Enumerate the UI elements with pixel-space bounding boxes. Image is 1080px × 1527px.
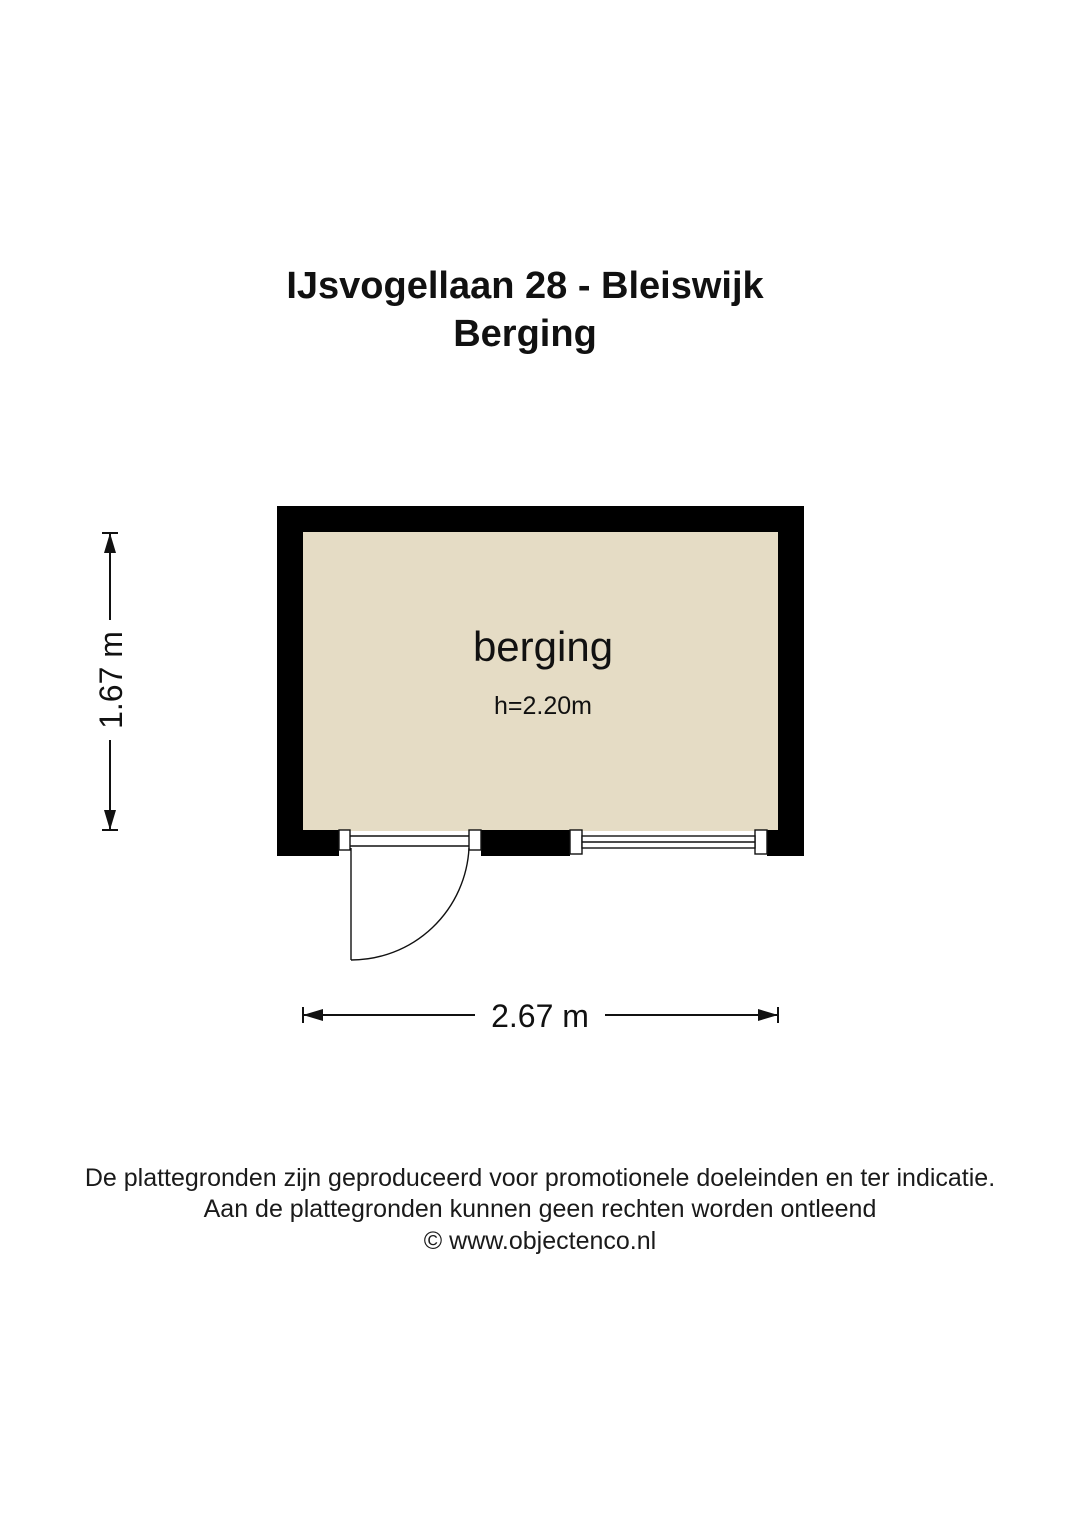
width-dimension-arrow-left xyxy=(303,1009,323,1021)
wall-bottom-middle xyxy=(481,830,570,856)
wall-top xyxy=(277,506,804,532)
width-dimension-label: 2.67 m xyxy=(491,998,589,1034)
disclaimer-line-1: De plattegronden zijn geproduceerd voor promotionele doeleinden en ter indicatie. xyxy=(84,1164,996,1192)
disclaimer-line-2: Aan de plattegronden kunnen geen rechten worden ontleend xyxy=(203,1195,877,1223)
copyright-line: © www.objectenco.nl xyxy=(423,1227,657,1255)
window xyxy=(570,830,767,854)
width-dimension-arrow-right xyxy=(758,1009,778,1021)
wall-bottom-right xyxy=(767,830,804,856)
room-floor xyxy=(302,531,779,831)
wall-left xyxy=(277,506,303,856)
room-height-label: h=2.20m xyxy=(494,692,592,720)
floorplan-address-title: IJsvogellaan 28 - Bleiswijk xyxy=(286,265,764,307)
door xyxy=(339,830,481,960)
door-frame-left xyxy=(339,830,350,850)
wall-bottom-left xyxy=(277,830,339,856)
door-frame-right xyxy=(469,830,481,850)
floorplan-level-title: Berging xyxy=(453,313,597,355)
depth-dimension-arrow-top xyxy=(104,533,116,553)
depth-dimension-label: 1.67 m xyxy=(93,631,129,729)
door-swing-arc xyxy=(351,848,469,960)
window-frame-left xyxy=(570,830,582,854)
window-frame-right xyxy=(755,830,767,854)
depth-dimension-arrow-bottom xyxy=(104,810,116,830)
room-name-label: berging xyxy=(472,623,614,670)
wall-right xyxy=(778,506,804,856)
